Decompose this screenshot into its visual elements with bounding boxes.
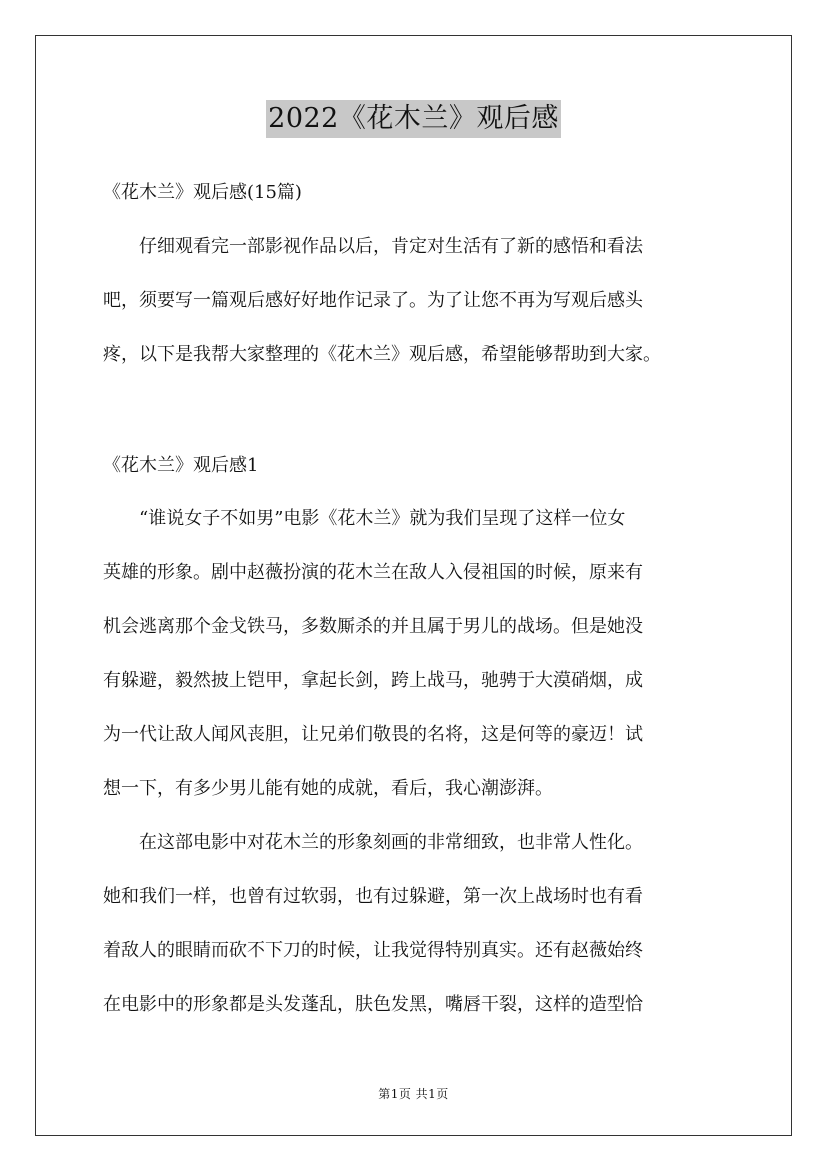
paragraph-2	[103, 816, 743, 1032]
para1-line: 想一下，有多少男儿能有她的成就，看后，我心潮澎湃。	[103, 778, 553, 799]
section-heading	[103, 449, 743, 483]
subtitle-line: 《花木兰》观后感(15篇)	[103, 182, 302, 203]
paragraph-1	[103, 492, 743, 816]
section1-heading: 《花木兰》观后感1	[103, 455, 259, 476]
page-footer: 第1页 共1页	[378, 1087, 449, 1101]
title-container	[0, 100, 827, 138]
para1-line: 有躲避，毅然披上铠甲，拿起长剑，跨上战马，驰骋于大漠硝烟，成	[103, 670, 643, 691]
para1-line: 英雄的形象。剧中赵薇扮演的花木兰在敌人入侵祖国的时候，原来有	[103, 562, 643, 583]
para1-line: “谁说女子不如男”电影《花木兰》就为我们呈现了这样一位女	[139, 508, 626, 529]
intro-paragraph	[103, 220, 743, 382]
para2-line: 在电影中的形象都是头发蓬乱，肤色发黑，嘴唇干裂，这样的造型恰	[103, 994, 643, 1015]
para2-line: 她和我们一样，也曾有过软弱，也有过躲避，第一次上战场时也有看	[103, 886, 643, 907]
document-title: 2022《花木兰》观后感	[266, 100, 561, 138]
para2-line: 着敌人的眼睛而砍不下刀的时候，让我觉得特别真实。还有赵薇始终	[103, 940, 643, 961]
intro-line: 吧，须要写一篇观后感好好地作记录了。为了让您不再为写观后感头	[103, 290, 643, 311]
para2-line: 在这部电影中对花木兰的形象刻画的非常细致，也非常人性化。	[139, 832, 643, 853]
intro-line: 仔细观看完一部影视作品以后，肯定对生活有了新的感悟和看法	[139, 236, 643, 257]
para1-line: 机会逃离那个金戈铁马，多数厮杀的并且属于男儿的战场。但是她没	[103, 616, 643, 637]
para1-line: 为一代让敌人闻风丧胆，让兄弟们敬畏的名将，这是何等的豪迈！试	[103, 724, 643, 745]
document-subtitle	[103, 176, 743, 210]
intro-line: 疼，以下是我帮大家整理的《花木兰》观后感，希望能够帮助到大家。	[103, 344, 661, 365]
